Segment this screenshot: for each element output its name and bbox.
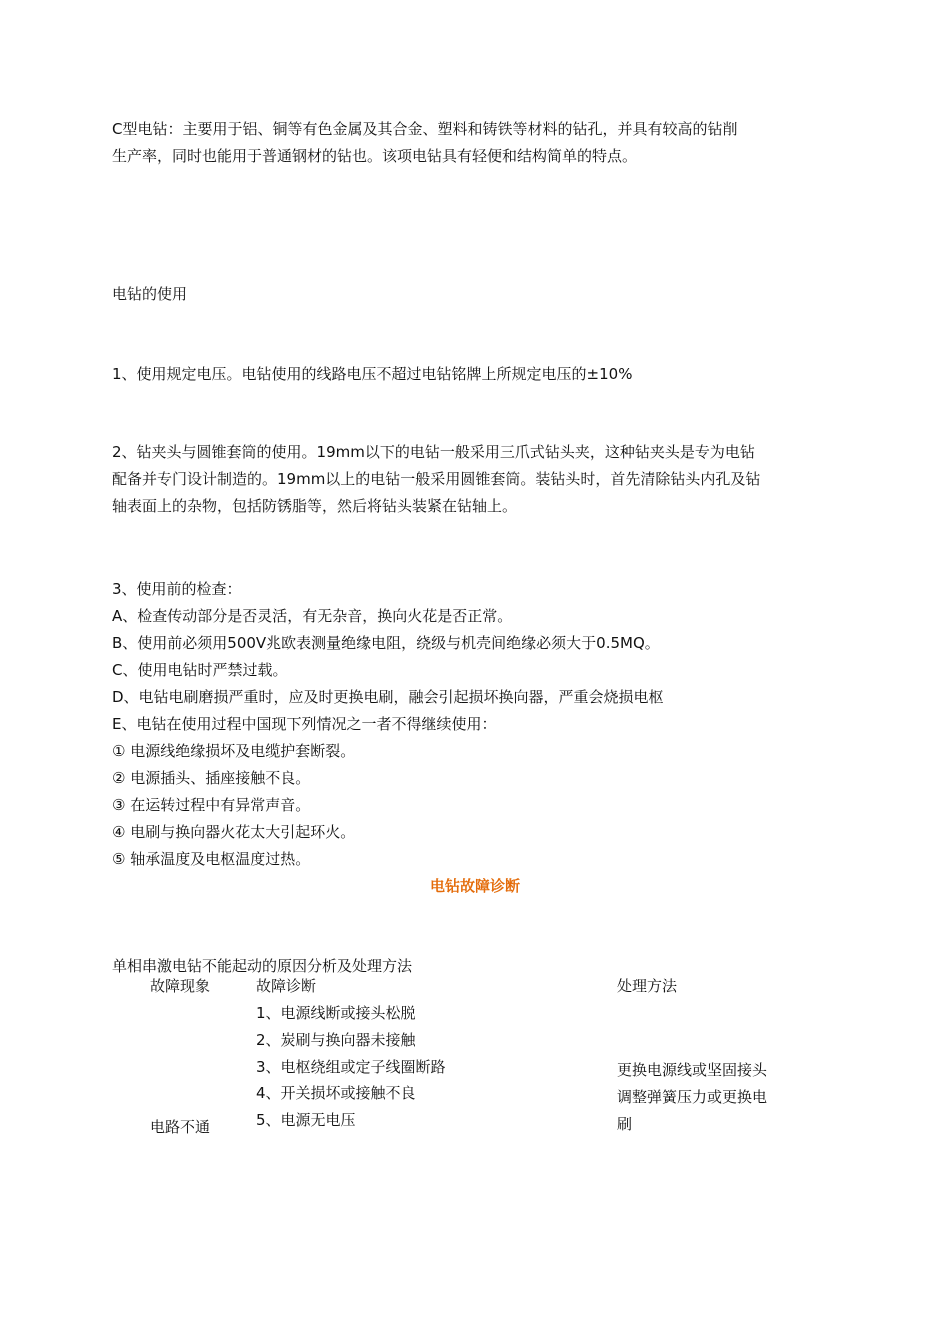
item-3-sub-4: ④ 电刷与换向器火花太大引起环火。 <box>112 823 356 841</box>
diagnosis-4: 4、开关损坏或接触不良 <box>256 1084 416 1102</box>
remedy-2: 调整弹簧压力或更换电 <box>617 1088 768 1106</box>
item-1: 1、使用规定电压。电钻使用的线路电压不超过电钻铭牌上所规定电压的±10% <box>112 365 633 383</box>
diagnosis-2: 2、炭刷与换向器未接触 <box>256 1031 416 1049</box>
table-header-diagnosis: 故障诊断 <box>256 977 317 995</box>
table-header-remedy: 处理方法 <box>617 977 678 995</box>
intro-line-2: 生产率，同时也能用于普通钢材的钻也。该项电钻具有轻便和结构简单的特点。 <box>112 147 638 165</box>
item-3-b: B、使用前必须用500V兆欧表测量绝缘电阻，绕级与机壳间绝缘必须大于0.5MQ。 <box>112 634 660 652</box>
item-3-d: D、电钻电刷磨损严重时，应及时更换电刷，融会引起损坏换向器，严重会烧损电枢 <box>112 688 664 706</box>
table-caption: 单相串激电钻不能起动的原因分析及处理方法 <box>112 957 413 975</box>
item-3-sub-2: ② 电源插头、插座接触不良。 <box>112 769 311 787</box>
diagnosis-1: 1、电源线断或接头松脱 <box>256 1004 416 1022</box>
item-2-line-2: 配备并专门设计制造的。19mm以上的电钻一般采用圆锥套筒。装钻头时，首先清除钻头内孔及钻 <box>112 470 761 488</box>
fault-heading: 电钻故障诊断 <box>429 877 520 895</box>
section-title: 电钻的使用 <box>112 285 188 303</box>
intro-line-1: C型电钻：主要用于铝、铜等有色金属及其合金、塑料和铸铁等材料的钻孔，并具有较高的钻削 <box>112 120 738 138</box>
item-3-c: C、使用电钻时严禁过载。 <box>112 661 288 679</box>
item-2-line-1: 2、钻夹头与圆锥套筒的使用。19mm以下的电钻一般采用三爪式钻头夹，这种钻夹头是专为电钻 <box>112 443 755 461</box>
item-3-a: A、检查传动部分是否灵活，有无杂音，换向火花是否正常。 <box>112 607 513 625</box>
item-3-e: E、电钻在使用过程中国现下列情况之一者不得继续使用： <box>112 715 497 733</box>
diagnosis-5: 5、电源无电压 <box>256 1111 356 1129</box>
item-3-sub-1: ① 电源线绝缘损坏及电缆护套断裂。 <box>112 742 356 760</box>
table-header-symptom: 故障现象 <box>150 977 211 995</box>
item-3-sub-5: ⑤ 轴承温度及电枢温度过热。 <box>112 850 311 868</box>
diagnosis-3: 3、电枢绕组或定子线圈断路 <box>256 1058 446 1076</box>
item-2-line-3: 轴表面上的杂物，包括防锈脂等，然后将钻头装紧在钻轴上。 <box>112 497 518 515</box>
item-3-title: 3、使用前的检查： <box>112 580 242 598</box>
symptom-cell: 电路不通 <box>150 1118 211 1136</box>
remedy-3: 刷 <box>617 1115 633 1133</box>
remedy-1: 更换电源线或坚固接头 <box>617 1061 768 1079</box>
item-3-sub-3: ③ 在运转过程中有异常声音。 <box>112 796 311 814</box>
